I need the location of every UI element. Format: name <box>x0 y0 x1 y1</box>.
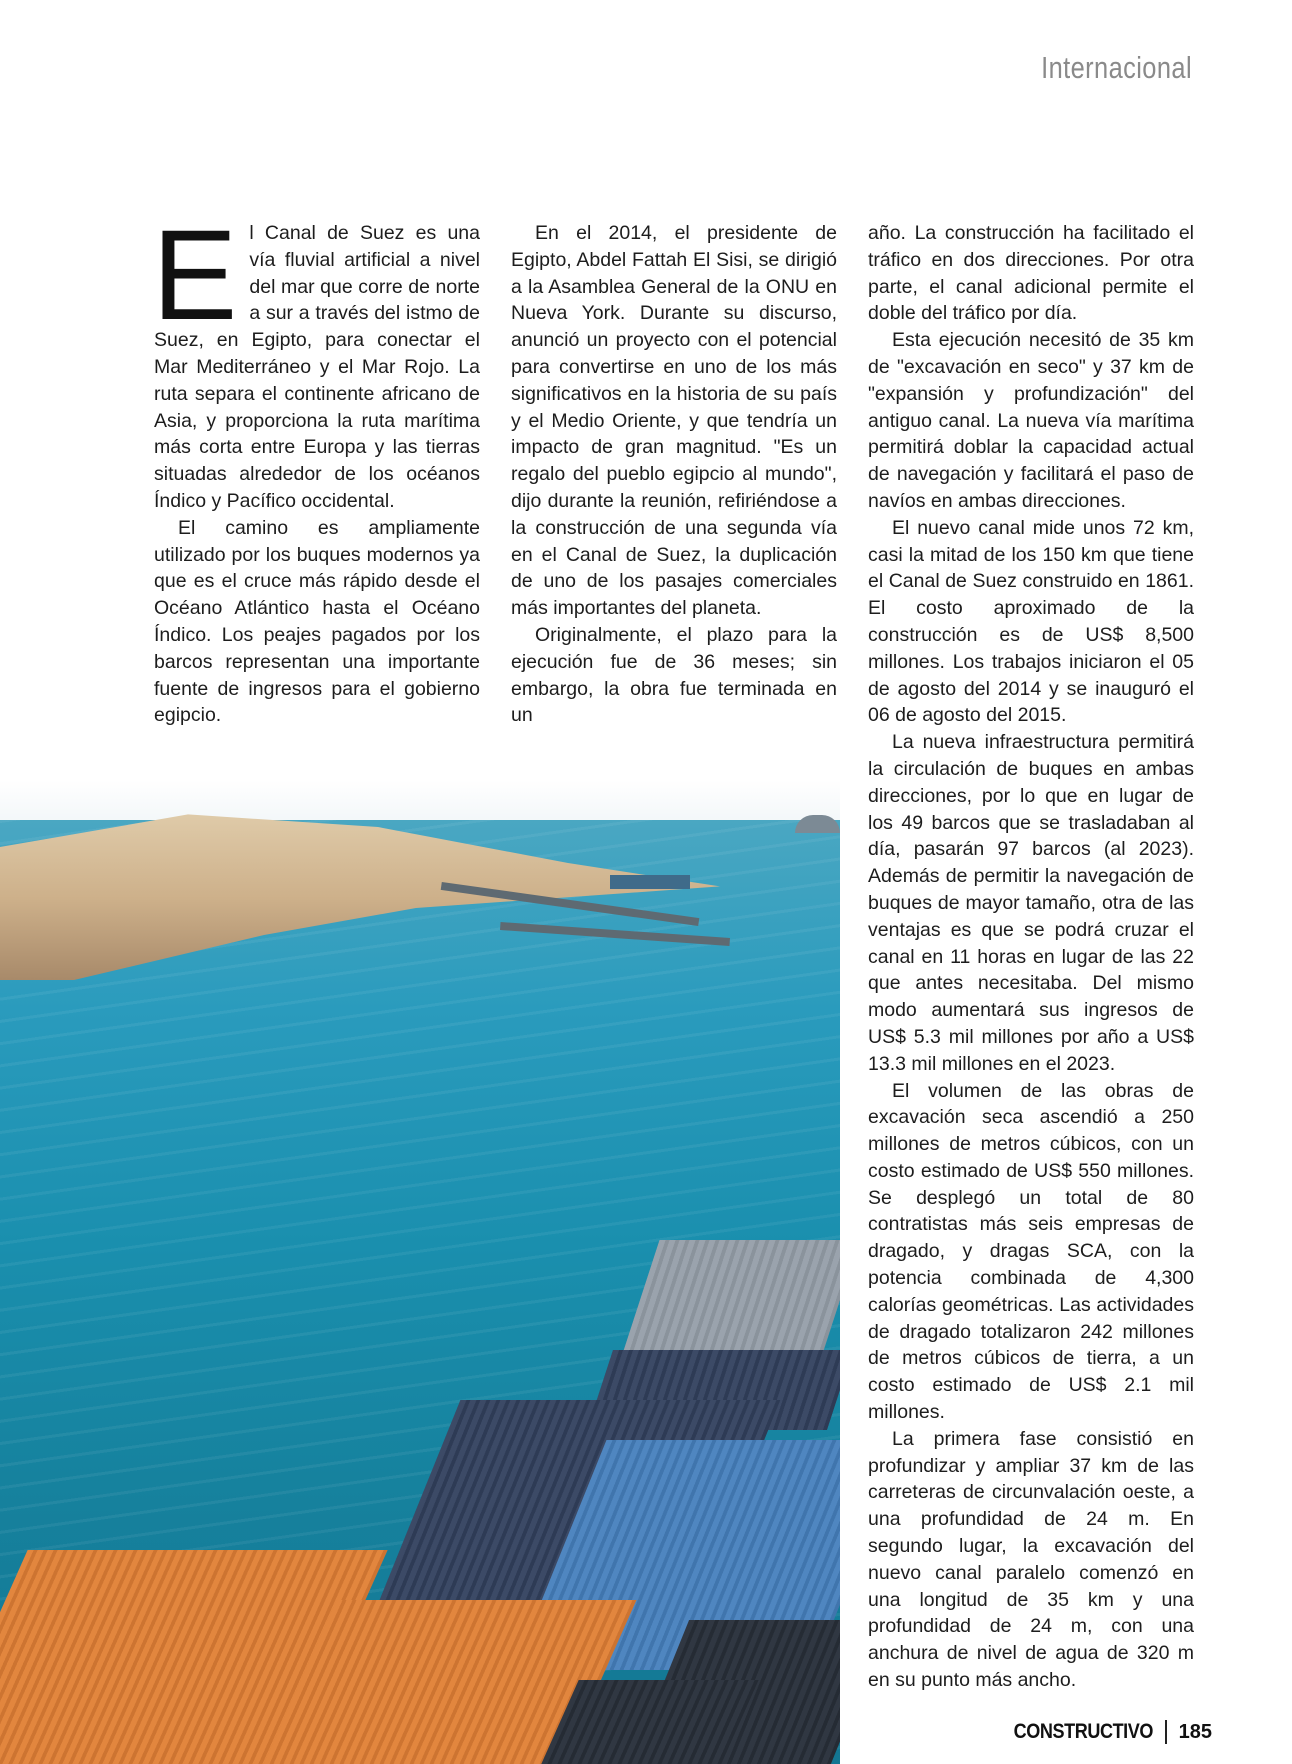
drop-cap: E <box>152 204 238 347</box>
paragraph: Originalmente, el plazo para la ejecución fue de 36 meses; sin embargo, la obra fue terminada en un <box>511 623 837 727</box>
paragraph: El volumen de las obras de excavación seca ascendió a 250 millones de metros cúbicos, con un costo estimado de US$ 550 millones. Se desplegó un total de 80 contratistas más seis empresas de dragado, y dragas SCA, con la potencia combinada de 4,300 calorías geométricas. Las actividades de dragado totalizaron 242 millones de metros cúbicos de tierra, a un costo estimado de US$ 2.1 mil millones. <box>868 1079 1194 1424</box>
paragraph: La nueva infraestructura permitirá la circulación de buques en ambas direcciones, por lo que en lugar de los 49 barcos que se trasladaban al día, pasarán 97 barcos (al 2023). Además de permitir la navegación de buques de mayor tamaño, otra de las ventajas es que se podrá cruzar el canal en 11 horas en lugar de las 22 que antes necesitaba. Del mismo modo aumentará sus ingresos de US$ 5.3 mil millones por año a US$ 13.3 mil millones en el 2023. <box>868 731 1194 1075</box>
paragraph: año. La construcción ha facilitado el tráfico en dos direcciones. Por otra parte, el canal adicional permite el doble del tráfico por día. <box>868 222 1194 325</box>
suez-canal-photo <box>0 780 840 1764</box>
page-footer <box>991 1720 1212 1744</box>
paragraph: En el 2014, el presidente de Egipto, Abdel Fattah El Sisi, se dirigió a la Asamblea General de la ONU en Nueva York. Durante su discurso, anunció un proyecto con el potencial para convertirse en uno de los más significativos en la historia de su país y el Medio Oriente, y que tendría un impacto de gran magnitud. "Es un regalo del pueblo egipcio al mundo", dijo durante la reunión, refiriéndose a la construcción de una segunda vía en el Canal de Suez, la duplicación de uno de los pasajes comerciales más importantes del planeta. <box>511 222 837 620</box>
paragraph: La primera fase consistió en profundizar y ampliar 37 km de las carreteras de circunvalación oeste, a una profundidad de 24 m. En segundo lugar, la excavación del nuevo canal paralelo comenzó en una longitud de 35 km y una profundidad de 24 m, con una anchura de nivel de agua de 320 m en su punto más ancho. <box>868 1427 1194 1692</box>
page-number: 185 <box>1178 1720 1212 1743</box>
photo-container-ship <box>0 1240 840 1764</box>
magazine-brand: CONSTRUCTIVO <box>1013 1720 1153 1743</box>
section-label: Internacional <box>1041 50 1192 85</box>
article-column-2 <box>511 220 837 729</box>
paragraph: l Canal de Suez es una vía fluvial artificial a nivel del mar que corre de norte a sur a través del istmo de Suez, en Egipto, para conectar el Mar Mediterráneo y el Mar Rojo. La ruta separa el continente africano de Asia, y proporciona la ruta marítima más corta entre Europa y las tierras situadas alrededor de los océanos Índico y Pacífico occidental. <box>154 222 480 512</box>
article-column-1 <box>152 204 480 729</box>
article-column-3 <box>868 220 1194 1694</box>
footer-divider <box>1165 1720 1167 1744</box>
paragraph: El nuevo canal mide unos 72 km, casi la mitad de los 150 km que tiene el Canal de Suez construido en 1861. El costo aproximado de la construcción es de US$ 8,500 millones. Los trabajos iniciaron el 05 de agosto del 2014 y se inauguró el 06 de agosto del 2015. <box>868 516 1194 727</box>
paragraph: El camino es ampliamente utilizado por los buques modernos ya que es el cruce más rápido desde el Océano Atlántico hasta el Océano Índico. Los peajes pagados por los barcos representan una importante fuente de ingresos para el gobierno egipcio. <box>154 516 480 727</box>
photo-dredge <box>610 875 690 889</box>
paragraph: Esta ejecución necesitó de 35 km de "excavación en seco" y 37 km de "expansión y profundización" del antiguo canal. La nueva vía marítima permitirá doblar la capacidad actual de navegación y facilitará el paso de navíos en ambas direcciones. <box>868 329 1194 512</box>
